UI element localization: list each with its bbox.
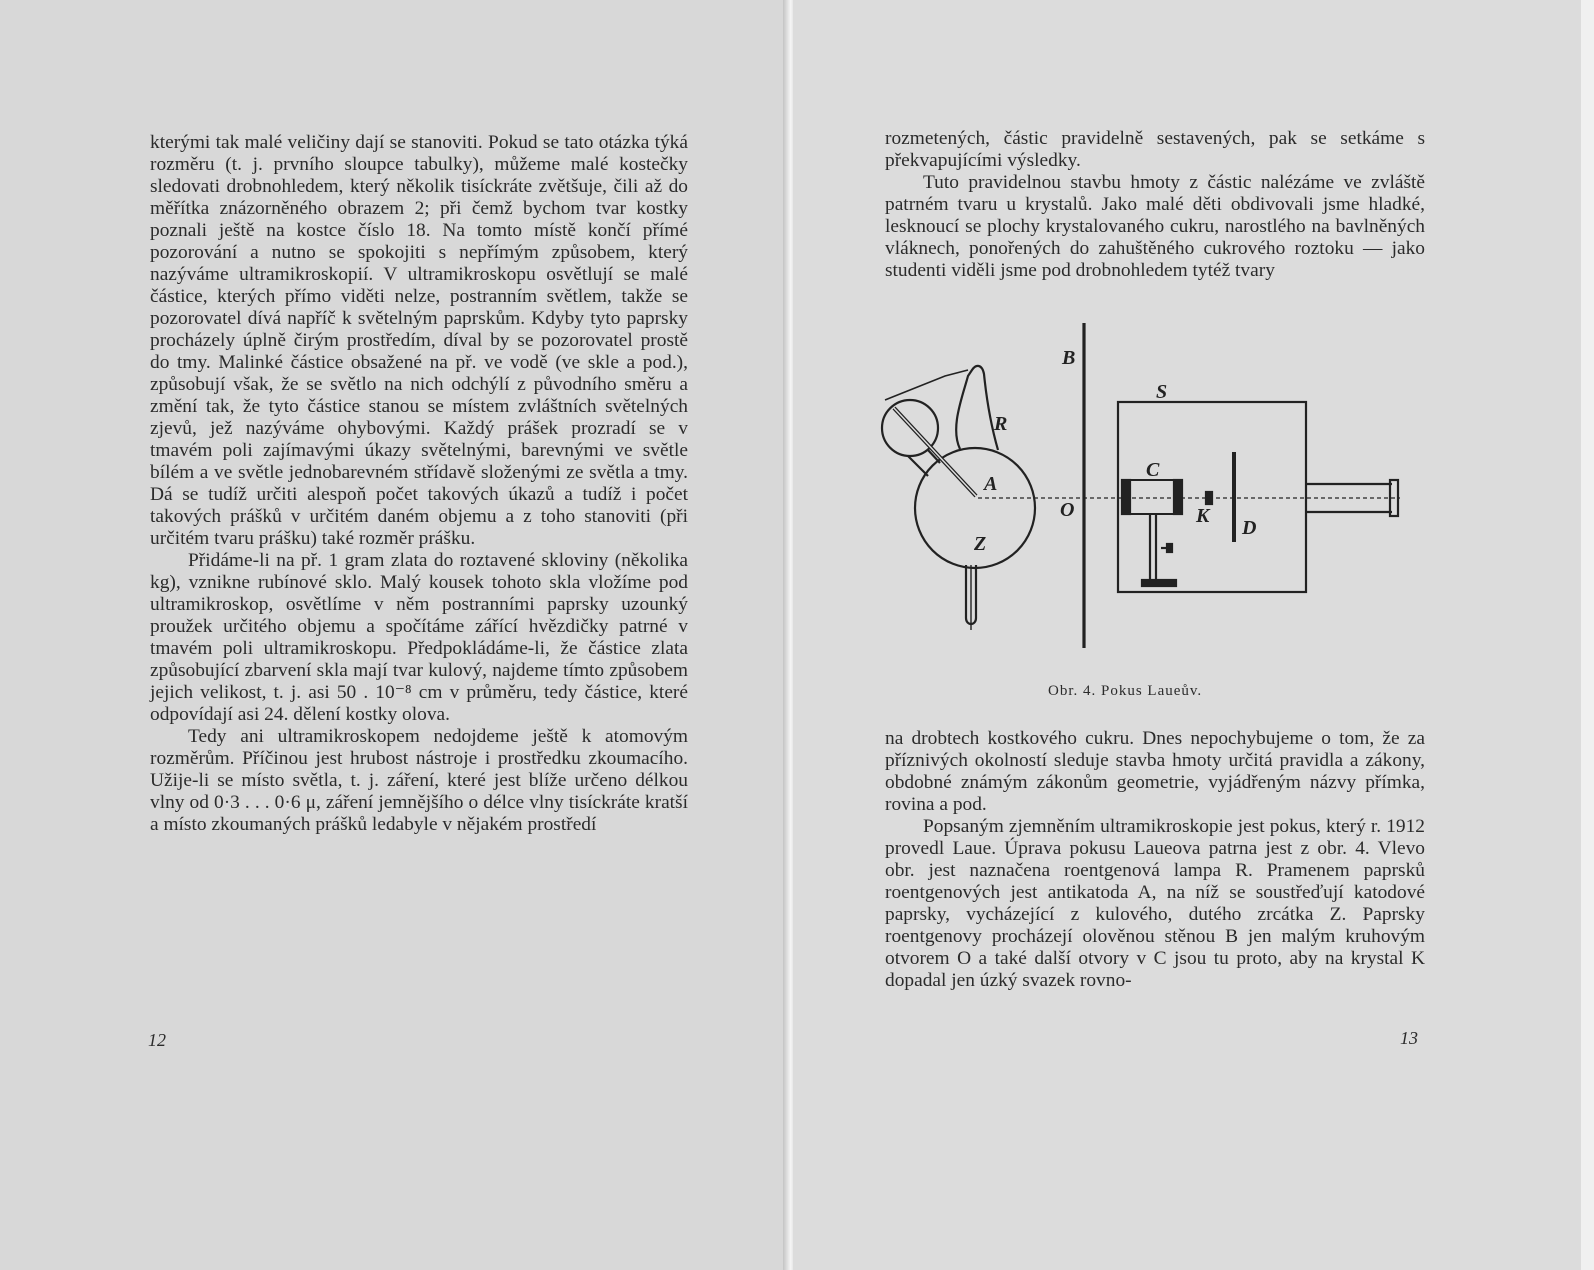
scan-edge xyxy=(1581,0,1594,1270)
paragraph: rozmetených, částic pravidelně sestavených, pak se setkáme s překvapujícími výsledky. xyxy=(885,128,1425,171)
label-z: Z xyxy=(974,533,987,555)
label-k: K xyxy=(1196,505,1210,527)
paragraph: kterými tak malé veličiny dají se stanoviti. Pokud se tato otázka týká rozměru (t. j. prvního sloupce tabulky), můžeme malé kostečky sledovati drobnohledem, který několik tisíckráte zvětšuje, čili až do měřítka znázorněného obrazem 2; při čemž bychom tvar kostky poznali ještě na kostce číslo 18. Na tomto místě končí přímé pozorování a nutno se spokojiti s nepřímým způsobem, který nazýváme ultramikroskopií. V ultramikroskopu osvětlují se malé částice, kterých přímo viděti nelze, postranním světlem, takže se pozorovatel dívá napříč k světelným paprskům. Kdyby tyto paprsky procházely úplně čirým prostředím, díval by se pozorovatel prostě do tmy. Malinké částice obsažené na př. ve vodě (ve skle a pod.), způsobují však, že se světlo na nich odchýlí z původního směru a změní tak, že tyto částice stanou se místem zvláštních světelných zjevů, jež nazýváme ohybovými. Každý prášek prozradí se v tmavém poli zajímavými úkazy světelnými, barevnými ve světle bílém a ve světle jednobarevném střídavě složenými ze světla a tmy. Dá se tudíž určiti alespoň počet takových úkazů a tudíž i počet takových prášků v určitém daném objemu a z toho stanoviti (při určitém tvaru prášku) také rozměr prášku. xyxy=(150,132,688,549)
page-number: 13 xyxy=(1400,1028,1418,1048)
wire xyxy=(885,370,968,400)
paragraph: Tedy ani ultramikroskopem nedojdeme ještě k atomovým rozměrům. Příčinou jest hrubost nástroje i prostředku zkoumacího. Užije-li se místo světla, t. j. záření, které jest blíže určeno délkou vlny od 0·3 . . . 0·6 μ, záření jemnějšího o délce vlny tisíckráte kratší a místo zkoumaných prášků ledabyle v nějakém prostředí xyxy=(150,726,688,835)
label-c: C xyxy=(1146,459,1160,481)
figure-caption: Obr. 4. Pokus Laueův. xyxy=(1048,683,1203,699)
label-s: S xyxy=(1156,381,1168,403)
page-number: 12 xyxy=(148,1030,166,1050)
laue-diagram xyxy=(880,318,1425,688)
left-page xyxy=(0,0,790,1270)
left-page-text xyxy=(150,132,688,836)
paragraph: Přidáme-li na př. 1 gram zlata do roztavené skloviny (několika kg), vznikne rubínové sklo. Malý kousek tohoto skla vložíme pod ultramikroskop, osvětlíme v něm postranními paprsky uzounký proužek určitého objemu a spočítáme zářící hvězdičky patrné v tmavém poli ultramikroskopu. Předpokládáme-li, že částice zlata způsobující zbarvení skla mají tvar kulový, najdeme tímto způsobem jejich velikost, t. j. asi 50 . 10⁻⁸ cm v průměru, tedy částice, které odpovídají asi 24. dělení kostky olova. xyxy=(150,550,688,725)
label-o: O xyxy=(1060,499,1075,521)
anode-arm-r xyxy=(956,366,998,450)
right-page-text-top xyxy=(885,128,1425,282)
label-d: D xyxy=(1242,517,1257,539)
label-r: R xyxy=(994,413,1008,435)
right-page-text-bottom xyxy=(885,728,1425,992)
label-a: A xyxy=(984,473,998,495)
laue-experiment-figure xyxy=(880,318,1425,718)
paragraph: Popsaným zjemněním ultramikroskopie jest pokus, který r. 1912 provedl Laue. Úprava pokusu Laueova patrna jest z obr. 4. Vlevo obr. jest naznačena roentgenová lampa R. Pramenem paprsků roentgenových jest antikatoda A, na níž se soustřeďují katodové paprsky, vycházející z kulového, dutého zrcátka Z. Paprsky roentgenovy procházejí olověnou stěnou B jen malým kruhovým otvorem O a také další otvory v C jsou tu proto, aby na krystal K dopadal jen úzký svazek rovno- xyxy=(885,816,1425,991)
paragraph: Tuto pravidelnou stavbu hmoty z částic nalézáme ve zvláště patrném tvaru u krystalů. Jako malé děti obdivovali jsme hladké, lesknoucí se plochy krystalovaného cukru, narostlého na bavlněných vláknech, ponořených do zahuštěného cukrového roztoku — jako studenti viděli jsme pod drobnohledem tytéž tvary xyxy=(885,172,1425,281)
paragraph: na drobtech kostkového cukru. Dnes nepochybujeme o tom, že za příznivých okolností sleduje stavba hmoty určitá pravidla a zákony, obdobné známým zákonům geometrie, vyjádřeným názvy přímka, rovina a pod. xyxy=(885,728,1425,815)
label-b: B xyxy=(1062,347,1076,369)
cathode-neck xyxy=(908,456,928,476)
